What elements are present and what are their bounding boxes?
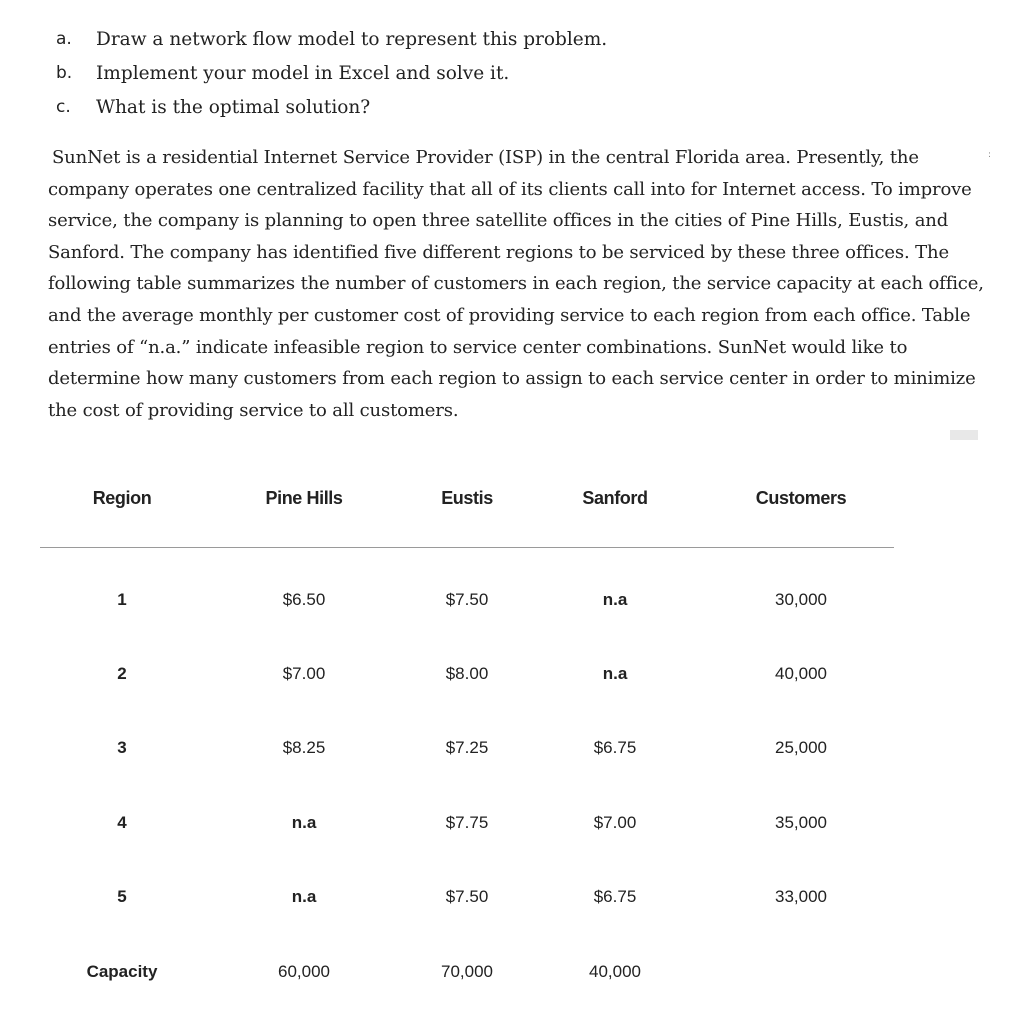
header-customers: Customers <box>755 488 847 508</box>
question-item <box>56 56 607 90</box>
pine-hills-cell: $7.00 <box>282 664 326 683</box>
pine-hills-cell: n.a <box>291 813 317 832</box>
pine-hills-cell: n.a <box>291 887 317 906</box>
header-eustis: Eustis <box>441 488 493 508</box>
capacity-label: Capacity <box>86 962 158 981</box>
table-row <box>40 877 900 917</box>
customers-cell: 25,000 <box>775 738 827 757</box>
sanford-cell: $6.75 <box>593 887 637 906</box>
header-divider <box>40 547 894 548</box>
eustis-cell: $7.50 <box>445 590 489 609</box>
table-header-row <box>40 478 900 518</box>
region-cell: 4 <box>117 813 127 832</box>
question-letter: c. <box>56 97 71 117</box>
table-row <box>40 803 900 843</box>
header-sanford: Sanford <box>582 488 648 508</box>
question-letter: a. <box>56 29 72 49</box>
sanford-cell: $6.75 <box>593 738 637 757</box>
header-pine-hills: Pine Hills <box>265 488 343 508</box>
question-item <box>56 22 607 56</box>
sanford-cell: n.a <box>602 590 628 609</box>
decorative-marker <box>950 430 978 440</box>
capacity-row <box>40 952 900 992</box>
customers-cell: 30,000 <box>775 590 827 609</box>
table-row <box>40 654 900 694</box>
customers-cell: 33,000 <box>775 887 827 906</box>
eustis-cell: $7.25 <box>445 738 489 757</box>
question-letter: b. <box>56 63 73 83</box>
question-text: Implement your model in Excel and solve it. <box>96 62 510 84</box>
customers-cell: 40,000 <box>775 664 827 683</box>
pine-hills-cell: $6.50 <box>282 590 326 609</box>
pine-hills-capacity: 60,000 <box>278 962 330 981</box>
table-row <box>40 580 900 620</box>
eustis-capacity: 70,000 <box>441 962 493 981</box>
customers-cell: 35,000 <box>775 813 827 832</box>
question-item <box>56 90 607 124</box>
sanford-capacity: 40,000 <box>589 962 641 981</box>
decorative-mark: : <box>988 150 992 160</box>
header-region: Region <box>92 488 152 508</box>
table-row <box>40 728 900 768</box>
question-text: Draw a network flow model to represent this problem. <box>96 28 608 50</box>
region-cell: 5 <box>117 887 127 906</box>
eustis-cell: $7.50 <box>445 887 489 906</box>
region-cell: 3 <box>117 738 127 757</box>
region-cell: 2 <box>117 664 127 683</box>
question-text: What is the optimal solution? <box>96 96 371 118</box>
sanford-cell: $7.00 <box>593 813 637 832</box>
eustis-cell: $7.75 <box>445 813 489 832</box>
problem-paragraph: SunNet is a residential Internet Service Provider (ISP) in the central Florida area. Presently, the company operates one centralized facility that all of its clients call into for Internet access. To improve service, the company is planning to open three satellite offices in the cities of Pine Hills, Eustis, and Sanford. The company has identified five different regions to be serviced by these three offices. The following table summarizes the number of customers in each region, the service capacity at each office, and the average monthly per customer cost of providing service to each region from each office. Table entries of “n.a.” indicate infeasible region to service center combinations. SunNet would like to determine how many customers from each region to assign to each service center in order to minimize the cost of providing service to all customers. <box>48 147 984 421</box>
sanford-cell: n.a <box>602 664 628 683</box>
question-list <box>56 22 607 124</box>
region-cell: 1 <box>117 590 127 609</box>
eustis-cell: $8.00 <box>445 664 489 683</box>
pine-hills-cell: $8.25 <box>282 738 326 757</box>
